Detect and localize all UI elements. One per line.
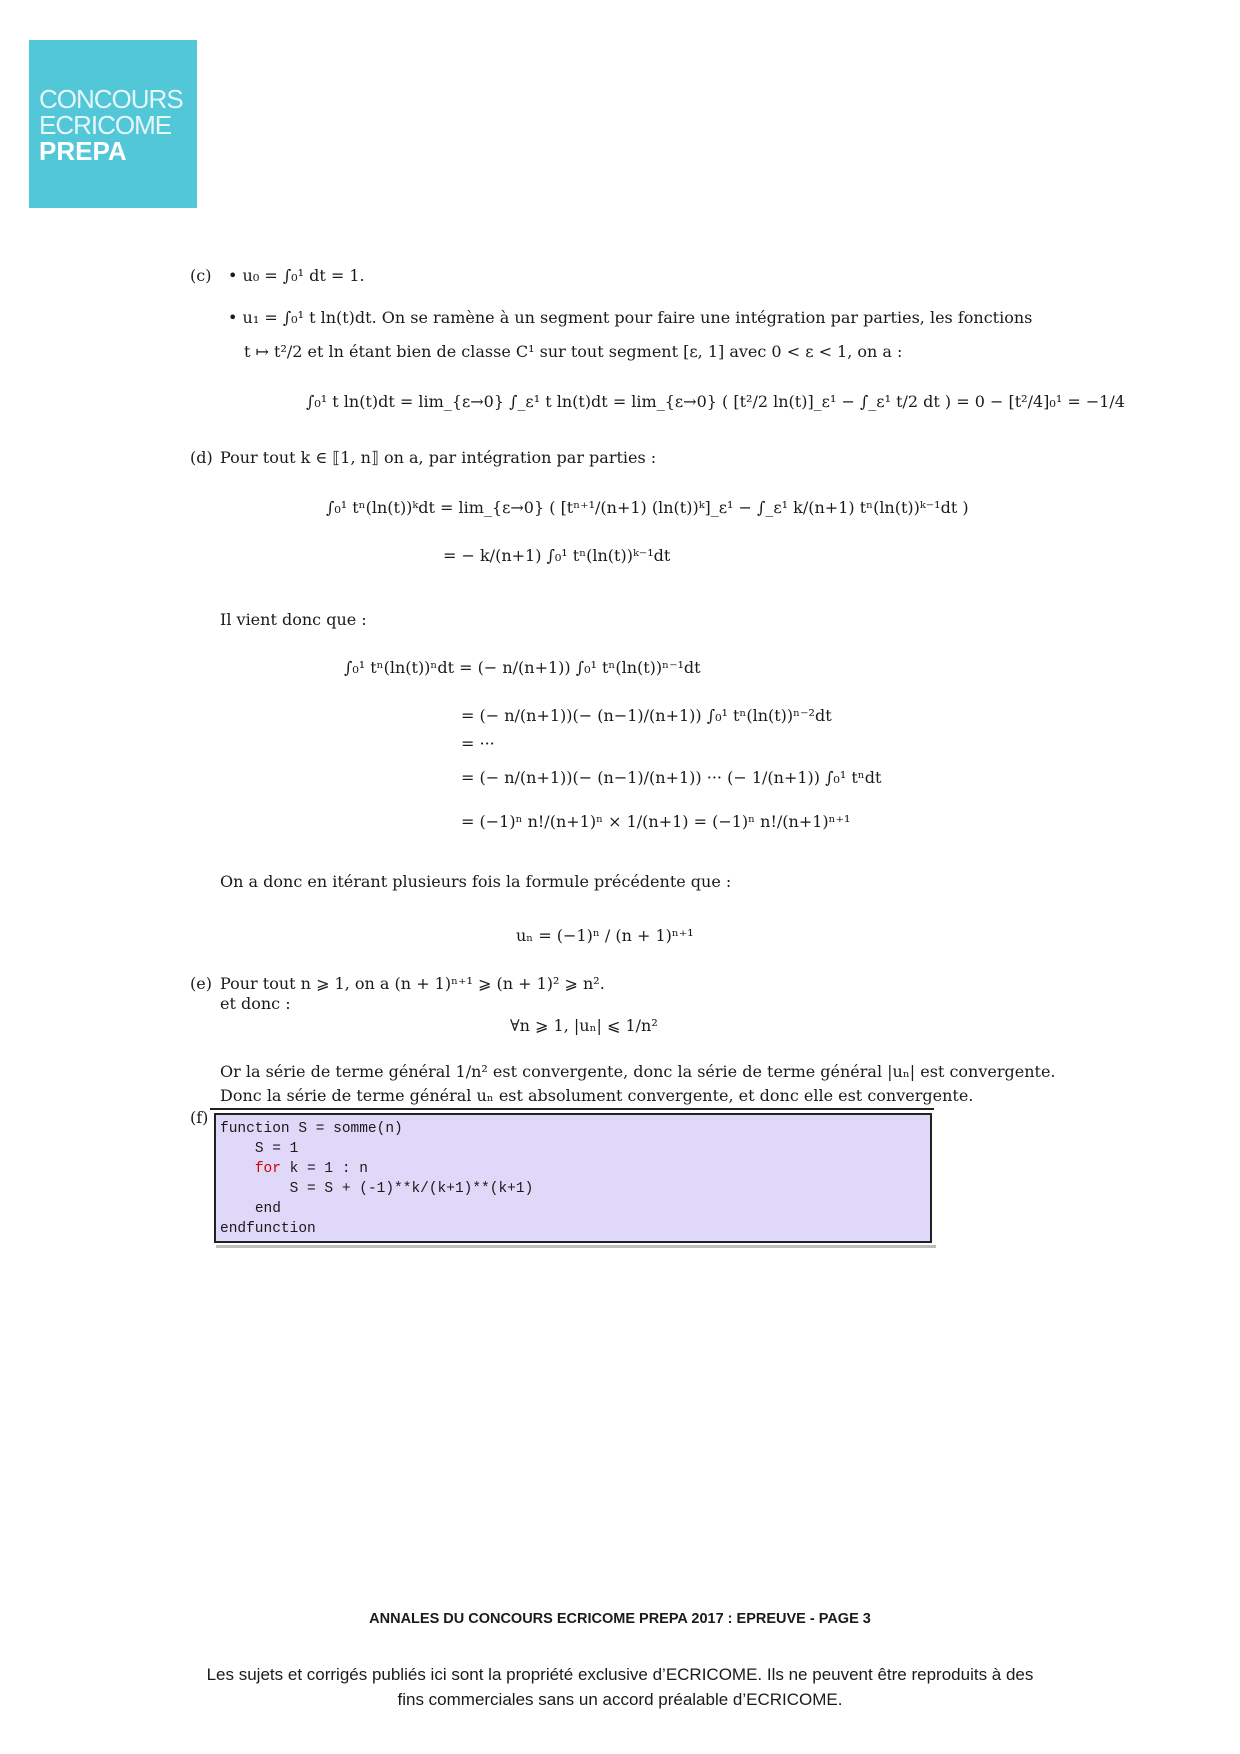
c-equation: ∫₀¹ t ln(t)dt = lim_{ε→0} ∫_ε¹ t ln(t)dt = lim_{ε→0} ( [t²/2 ln(t)]_ε¹ − ∫_ε¹ t/2 dt ) = 0 − [t²/4]₀¹ = −1/4 [306,392,1125,411]
d-r5: = (−1)ⁿ n!/(n+1)ⁿ × 1/(n+1) = (−1)ⁿ n!/(n+1)ⁿ⁺¹ [461,812,851,831]
c-u1-line2: t ↦ t²/2 et ln étant bien de classe C¹ sur tout segment [ε, 1] avec 0 < ε < 1, on a : [244,342,903,361]
c-u1-line1: • u₁ = ∫₀¹ t ln(t)dt. On se ramène à un segment pour faire une intégration par parties, les fonctions [228,308,1033,327]
d-vient: Il vient donc que : [220,610,367,629]
code-line: endfunction [220,1221,316,1237]
label-d: (d) [190,448,213,467]
code-line: function S = somme(n) [220,1121,403,1137]
code-line: S = S + (-1)**k/(k+1)**(k+1) [289,1181,534,1197]
ecricome-logo [29,40,197,208]
code-block [214,1113,932,1243]
logo-line-1: CONCOURS [39,84,183,114]
code-line: for k = 1 : n [254,1161,368,1177]
d-eq2: = − k/(n+1) ∫₀¹ tⁿ(ln(t))ᵏ⁻¹dt [443,546,671,565]
e-line3: Or la série de terme général 1/n² est convergente, donc la série de terme général |uₙ| est convergente. [220,1062,1056,1081]
label-f: (f) [190,1108,209,1127]
d-r3: = ··· [461,734,495,753]
footer-title: ANNALES DU CONCOURS ECRICOME PREPA 2017 : EPREUVE - PAGE 3 [369,1611,871,1627]
d-r1: ∫₀¹ tⁿ(ln(t))ⁿdt = (− n/(n+1)) ∫₀¹ tⁿ(ln(t))ⁿ⁻¹dt [344,658,701,677]
code-top-rule [210,1108,934,1110]
code-line: S = 1 [254,1141,299,1157]
footer-legal-line2: fins commerciales sans un accord préalable d’ECRICOME. [397,1690,843,1709]
d-un: uₙ = (−1)ⁿ / (n + 1)ⁿ⁺¹ [516,926,694,945]
code-line: end [254,1201,281,1217]
e-line1: Pour tout n ⩾ 1, on a (n + 1)ⁿ⁺¹ ⩾ (n + 1)² ⩾ n². [220,974,605,993]
footer-legal [0,1662,1240,1712]
c-u0: • u₀ = ∫₀¹ dt = 1. [228,266,365,285]
footer-legal-line1: Les sujets et corrigés publiés ici sont la propriété exclusive d’ECRICOME. Ils ne peuvent être reproduits à des [206,1665,1034,1684]
label-c: (c) [190,266,212,285]
code-keyword: for [254,1161,281,1177]
d-r4: = (− n/(n+1))(− (n−1)/(n+1)) ··· (− 1/(n+1)) ∫₀¹ tⁿdt [461,768,882,787]
d-conclusion: On a donc en itérant plusieurs fois la formule précédente que : [220,872,732,891]
e-line2: et donc : [220,994,291,1013]
e-line4: Donc la série de terme général uₙ est absolument convergente, et donc elle est convergente. [220,1086,974,1105]
logo-line-2: ECRICOME [39,110,172,140]
d-eq1: ∫₀¹ tⁿ(ln(t))ᵏdt = lim_{ε→0} ( [tⁿ⁺¹/(n+1) (ln(t))ᵏ]_ε¹ − ∫_ε¹ k/(n+1) tⁿ(ln(t))ᵏ⁻¹dt ) [326,498,969,517]
label-e: (e) [190,974,212,993]
logo-text [39,86,183,164]
code-shadow [216,1245,936,1248]
d-intro: Pour tout k ∈ ⟦1, n⟧ on a, par intégration par parties : [220,448,657,467]
logo-line-3: PREPA [39,136,127,166]
e-inequality: ∀n ⩾ 1, |uₙ| ⩽ 1/n² [510,1016,658,1035]
d-r2: = (− n/(n+1))(− (n−1)/(n+1)) ∫₀¹ tⁿ(ln(t))ⁿ⁻²dt [461,706,832,725]
